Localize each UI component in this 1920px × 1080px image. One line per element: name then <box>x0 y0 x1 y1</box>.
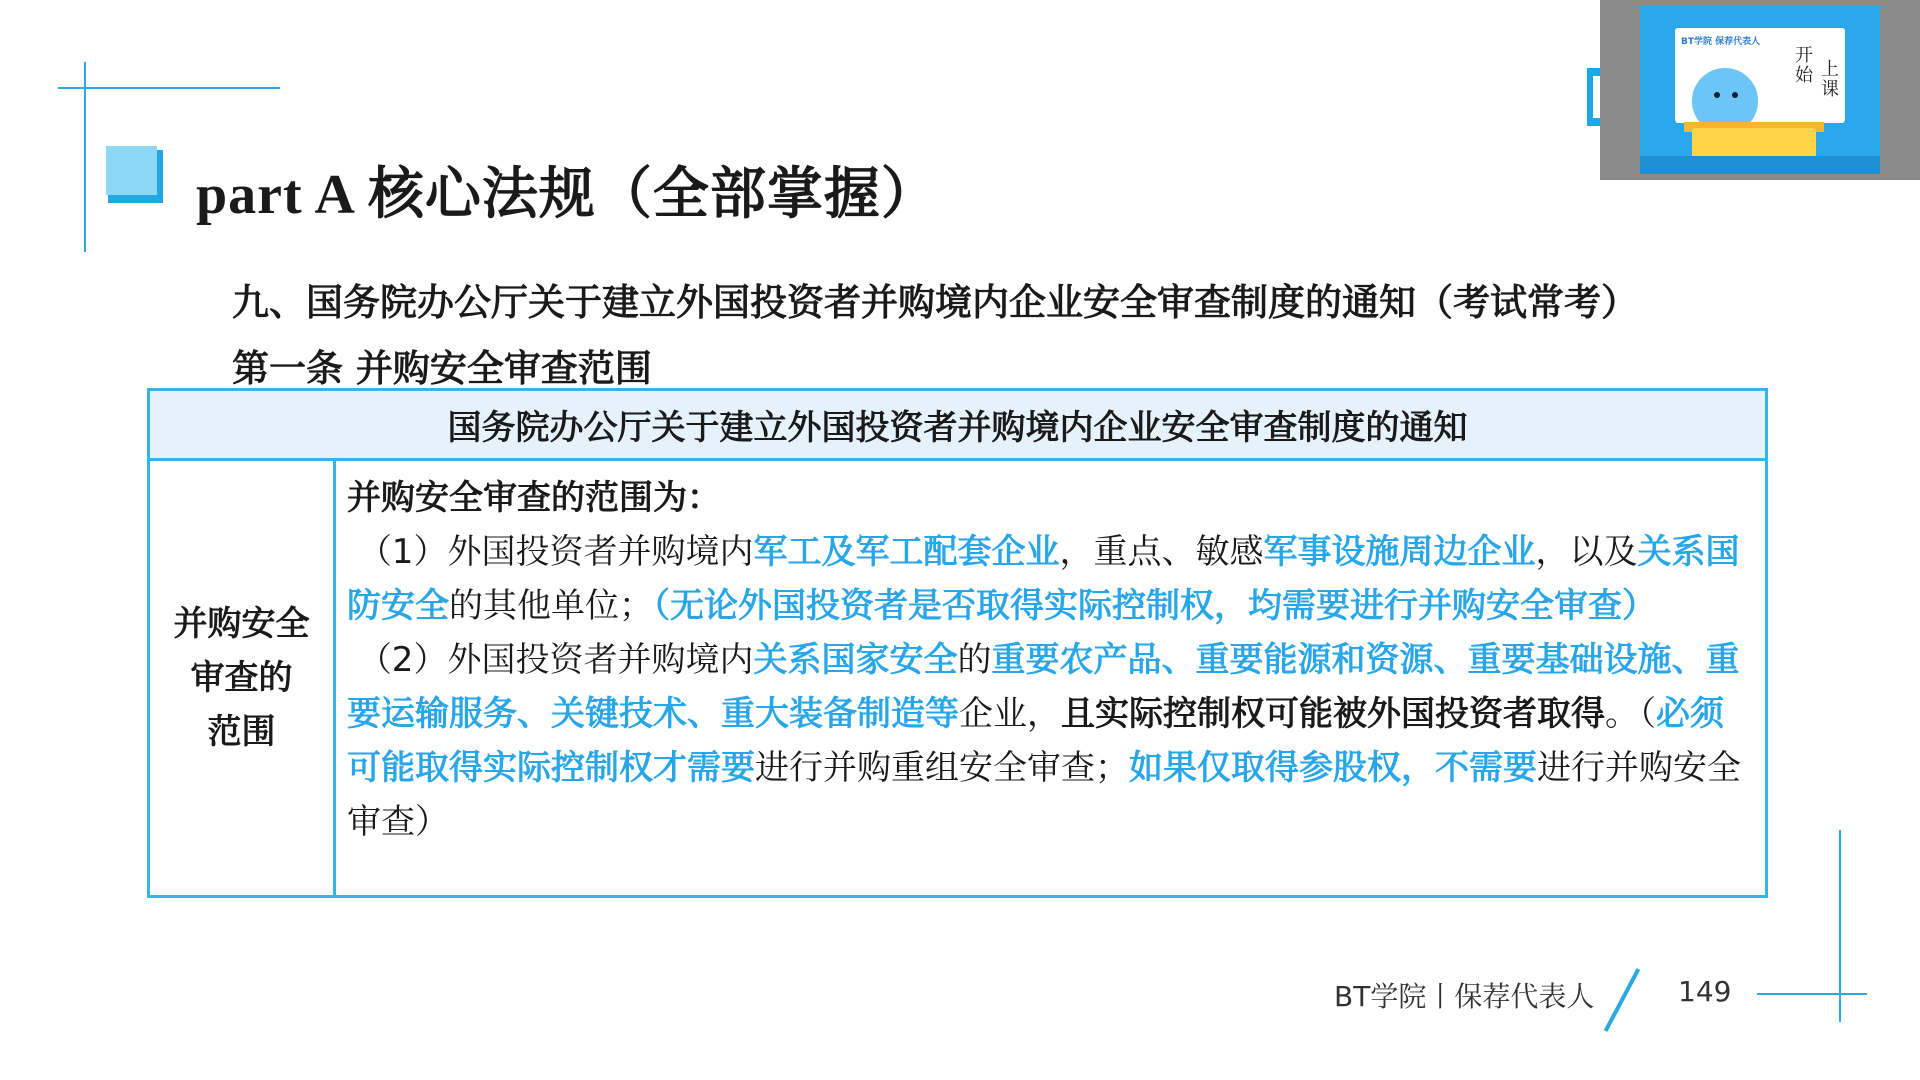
clause-2-highlight-b: 重要农产品、重要能源和资源、重要基础设施、重要运输服务、关键技术、重大装备制造等 <box>347 640 1740 734</box>
clause-2-text-a: （2）外国投资者并购境内 <box>357 640 754 680</box>
footer-slash-divider <box>1604 968 1640 1032</box>
mascot-eye-left <box>1714 92 1720 98</box>
clause-1-text-b: ，重点、敏感 <box>1059 532 1264 572</box>
floor <box>1640 156 1880 174</box>
clause-2-text-e: 进行并购重组安全审查； <box>755 748 1129 788</box>
clause-2-highlight-c: 必须可能取得实际控制权才需要 <box>347 694 1724 788</box>
clause-2-highlight-a: 关系国家安全 <box>753 640 958 680</box>
edge-marker-inner <box>1593 76 1600 118</box>
clause-1-highlight-b: 军事设施周边企业 <box>1263 532 1536 572</box>
clause-2-highlight-d: 如果仅取得参股权，不需要 <box>1129 748 1537 788</box>
table-header: 国务院办公厅关于建立外国投资者并购境内企业安全审查制度的通知 <box>150 391 1765 461</box>
clause-1 <box>347 525 1757 633</box>
board-text-class: 上课 <box>1821 59 1839 100</box>
law-table <box>147 388 1768 898</box>
table-content-cell <box>347 471 1757 849</box>
left-cell-line-2: 审查的 <box>190 658 293 698</box>
clause-1-highlight-a: 军工及军工配套企业 <box>753 532 1060 572</box>
bottom-right-vertical-line <box>1839 830 1841 1022</box>
clause-2-text-f: 进行并购安全审查） <box>347 748 1741 842</box>
mascot-eye-right <box>1732 92 1738 98</box>
article-heading: 第一条 并购安全审查范围 <box>232 347 652 390</box>
board-text-start: 开始 <box>1795 45 1813 86</box>
clause-1-highlight-c: 关系国防安全 <box>347 532 1740 626</box>
title-marker-inner <box>106 146 157 195</box>
clause-1-text-a: （1）外国投资者并购境内 <box>357 532 754 572</box>
left-cell-line-3: 范围 <box>207 712 276 752</box>
clause-2-text-b: 的 <box>957 640 992 680</box>
section-heading: 九、国务院办公厅关于建立外国投资者并购境内企业安全审查制度的通知（考试常考） <box>232 281 1638 324</box>
clause-2-text-c: 企业， <box>959 694 1061 734</box>
left-cell-line-1: 并购安全 <box>173 604 310 644</box>
title-cjk: 核心法规（全部掌握） <box>367 162 938 227</box>
top-left-vertical-line <box>84 62 86 252</box>
footer-brand: BT学院丨保荐代表人 <box>1334 980 1595 1013</box>
title-latin: part A <box>196 164 368 226</box>
clause-1-text-d: 的其他单位； <box>449 586 653 626</box>
clause-2-text-d: 。（ <box>1605 694 1656 734</box>
page-number: 149 <box>1678 975 1732 1008</box>
webcam-scene <box>1640 6 1880 174</box>
webcam-overlay[interactable] <box>1600 0 1920 180</box>
clause-1-note: （无论外国投资者是否取得实际控制权，均需要进行并购安全审查） <box>653 586 1656 626</box>
clause-2-bold: 且实际控制权可能被外国投资者取得 <box>1061 694 1605 734</box>
board-logo: BT学院 保荐代表人 <box>1681 37 1761 47</box>
clause-1-text-c: ，以及 <box>1535 532 1638 572</box>
top-left-horizontal-line <box>58 87 280 89</box>
bottom-right-horizontal-line <box>1757 993 1867 995</box>
scope-intro: 并购安全审查的范围为： <box>347 478 721 518</box>
slide-title <box>196 150 938 230</box>
clause-2 <box>347 633 1757 849</box>
table-left-cell <box>150 461 336 895</box>
